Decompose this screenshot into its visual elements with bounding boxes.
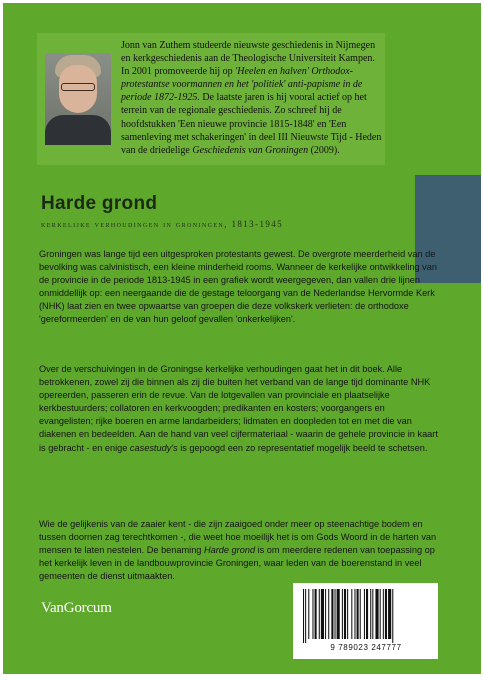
blurb-paragraph-2: [39, 363, 441, 455]
isbn-number: 9 789023 247777: [330, 643, 402, 652]
blurb-p3-italic: Harde grond: [203, 545, 256, 556]
subtitle-text: kerkelijke verhoudingen in groningen,: [41, 219, 228, 229]
author-photo: [45, 53, 111, 145]
blurb-p2-italic: casestudy's: [129, 442, 178, 453]
bio-book-title: Geschiedenis van Groningen: [192, 144, 309, 156]
author-panel: [37, 33, 385, 165]
book-title: Harde grond: [41, 193, 158, 214]
barcode-icon: [299, 589, 431, 643]
photo-glasses: [61, 83, 95, 91]
bio-text-3: (2009).: [308, 144, 340, 156]
blurb-p2-text-a: Over de verschuivingen in de Groningse kerkelijke verhoudingen gaat het in dit boek. Alle betrokkenen, zowel zij die binnen als zij die buiten het verband van de lange tijd dominante NHK opereerden, passeren erin de revue. Van de lotgevallen van provinciale en plaatselijke kerkbestuurders; collatoren en kerkvoogden; predikanten en kosters; voorgangers en evangelisten; rijke boeren en arme landarbeiders; lidmaten en doopleden tot en met die van diakenen en bedeelden. Aan de hand van veel cijfermateriaal - waarin de gehele provincie in kaart is gebracht - en enige: [39, 364, 438, 453]
blurb-p3-text-a: Wie de gelijkenis van de zaaier kent - die zijn zaaigoed onder meer op steenachtige bodem en tussen doornen zag terechtkomen -, die weet hoe moeilijk het is om Gods Woord in de harten van mensen te laten nestelen. De benaming: [39, 519, 437, 556]
barcode-box: [293, 583, 438, 659]
bio-text-2: De laatste jaren is hij vooral actief op het terrein van de regionale geschiedenis. Zo schreef hij de hoofdstukken 'Een nieuwe provincie 1815-1848' en 'Een samenleving met schakeringen' in deel III Nieuwste Tijd - Heden van de driedelige: [121, 92, 382, 156]
book-subtitle: [41, 219, 283, 229]
blurb-paragraph-1: Groningen was lange tijd een uitgesproken protestants gewest. De overgrote meerderheid van de bevolking was calvinistisch, een kleine minderheid rooms. Wanneer de kerkelijke ontwikkeling van de provincie in de periode 1813-1945 in een grafiek wordt weergegeven, dan vallen drie lijnen onmiddellijk op: een neergaande die de gestage teloorgang van de Nederlandse Hervormde Kerk (NHK) laat zien en twee opwaartse van groepen die deze volkskerk verlieten: de orthodoxe 'gereformeerden' en de van hun geloof gevallen 'onkerkelijken'.: [39, 249, 437, 325]
bio-dissertation-title: 'Heelen en halven' Orthodox-protestantse voormannen en het 'politiek' anti-papisme in de periode 1872-1925.: [121, 66, 363, 104]
photo-shirt: [45, 115, 111, 145]
author-bio: [121, 39, 383, 157]
blurb-p3-text-b: is om meerdere redenen van toepassing op het kerkelijk leven in de landbouwprovincie Groningen, waar leden van de boerenstand in veel gemeenten de dienst uitmaakten.: [39, 545, 435, 582]
bio-text-1: Jonn van Zuthem studeerde nieuwste geschiedenis in Nijmegen en kerkgeschiedenis aan de Theologische Universiteit Kampen. In 2001 promoveerde hij op: [121, 40, 376, 78]
publisher-logo: VanGorcum: [41, 600, 112, 616]
blurb-paragraph-3: [39, 518, 441, 583]
subtitle-years: 1813-1945: [231, 219, 284, 229]
blurb-p2-text-b: is gepoogd een zo representatief mogelijk beeld te schetsen.: [177, 442, 428, 453]
back-cover: [3, 3, 481, 674]
